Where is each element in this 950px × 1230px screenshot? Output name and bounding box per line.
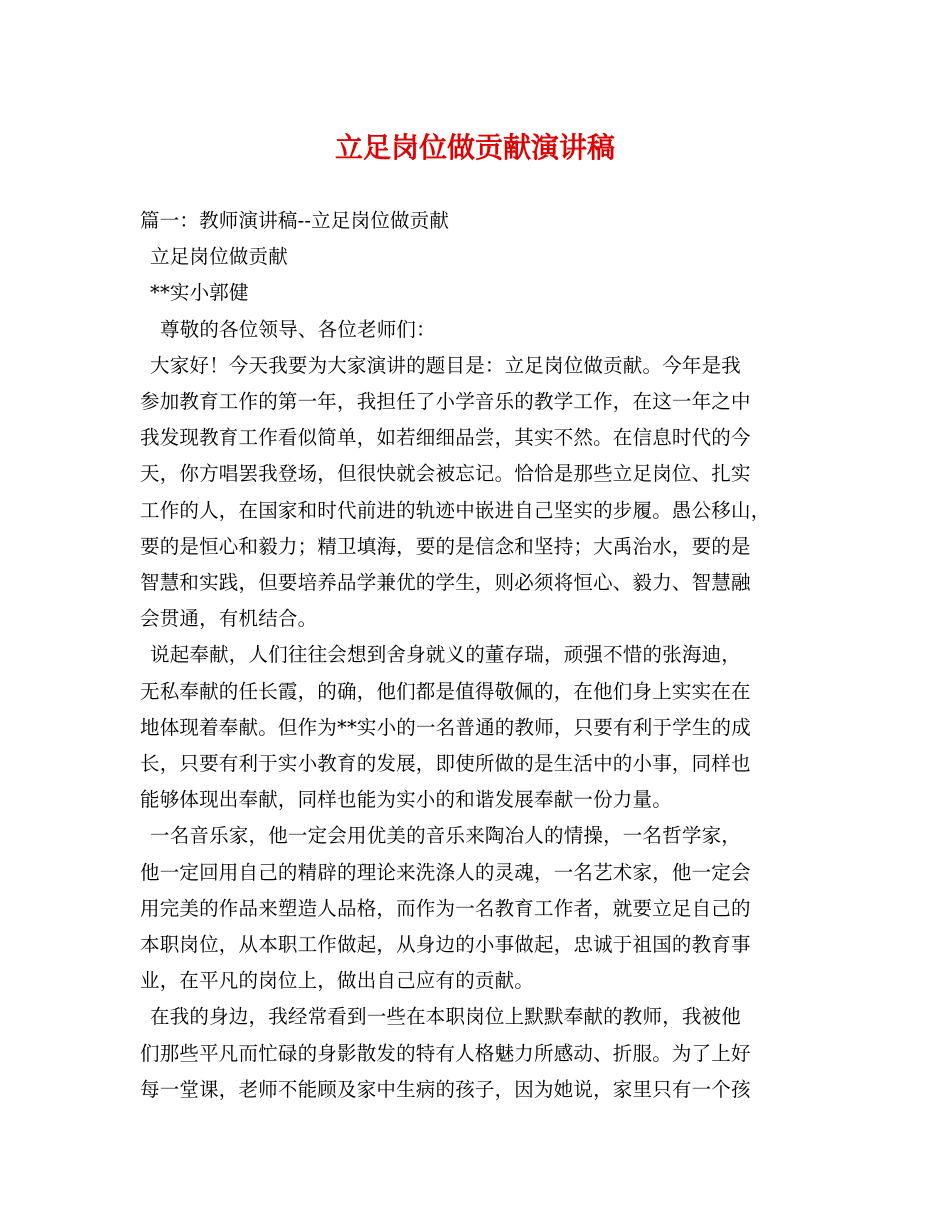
text-line: 篇一：教师演讲稿--立足岗位做贡献 bbox=[140, 209, 450, 232]
text-line: 他一定回用自己的精辟的理论来洗涤人的灵魂，一名艺术家，他一定会 bbox=[140, 860, 751, 884]
text-line: 工作的人，在国家和时代前进的轨迹中嵌进自己坚实的步履。愚公移山， bbox=[140, 498, 771, 522]
text-line: 大家好！今天我要为大家演讲的题目是：立足岗位做贡献。今年是我 bbox=[150, 353, 742, 377]
text-line: 每一堂课，老师不能顾及家中生病的孩子，因为她说，家里只有一个孩 bbox=[140, 1077, 751, 1101]
text-line: 会贯通，有机结合。 bbox=[140, 607, 318, 631]
text-line: 天，你方唱罢我登场，但很快就会被忘记。恰恰是那些立足岗位、扎实 bbox=[140, 462, 751, 486]
text-line: 参加教育工作的第一年，我担任了小学音乐的教学工作，在这一年之中 bbox=[140, 390, 751, 414]
text-line: 无私奉献的任长霞，的确，他们都是值得敬佩的，在他们身上实实在在 bbox=[140, 679, 751, 703]
text-line: 长，只要有利于实小教育的发展，即使所做的是生活中的小事，同样也 bbox=[140, 752, 751, 776]
text-line: **实小郭健 bbox=[150, 281, 249, 305]
text-line: 智慧和实践，但要培养品学兼优的学生，则必须将恒心、毅力、智慧融 bbox=[140, 571, 751, 595]
text-line: 能够体现出奉献，同样也能为实小的和谐发展奉献一份力量。 bbox=[140, 788, 672, 812]
document-title: 立足岗位做贡献演讲稿 bbox=[334, 131, 615, 164]
text-line: 业，在平凡的岗位上，做出自己应有的贡献。 bbox=[140, 969, 535, 993]
text-line: 在我的身边，我经常看到一些在本职岗位上默默奉献的教师，我被他 bbox=[150, 1005, 742, 1029]
text-line: 说起奉献，人们往往会想到舍身就义的董存瑞，顽强不惜的张海迪， bbox=[150, 643, 742, 667]
text-line: 本职岗位，从本职工作做起，从身边的小事做起，忠诚于祖国的教育事 bbox=[140, 933, 751, 957]
text-line: 地体现着奉献。但作为**实小的一名普通的教师，只要有利于学生的成 bbox=[140, 715, 751, 739]
text-line: 用完美的作品来塑造人品格，而作为一名教育工作者，就要立足自己的 bbox=[140, 896, 751, 920]
text-line: 我发现教育工作看似简单，如若细细品尝，其实不然。在信息时代的今 bbox=[140, 426, 751, 450]
document-body bbox=[140, 203, 812, 1108]
text-line: 要的是恒心和毅力；精卫填海，要的是信念和坚持；大禹治水，要的是 bbox=[140, 534, 751, 558]
text-line: 们那些平凡而忙碌的身影散发的特有人格魅力所感动、折服。为了上好 bbox=[140, 1041, 751, 1065]
text-line: 一名音乐家，他一定会用优美的音乐来陶冶人的情操，一名哲学家， bbox=[150, 824, 742, 848]
text-line: 尊敬的各位领导、各位老师们： bbox=[160, 317, 436, 341]
text-line: 立足岗位做贡献 bbox=[150, 245, 288, 269]
